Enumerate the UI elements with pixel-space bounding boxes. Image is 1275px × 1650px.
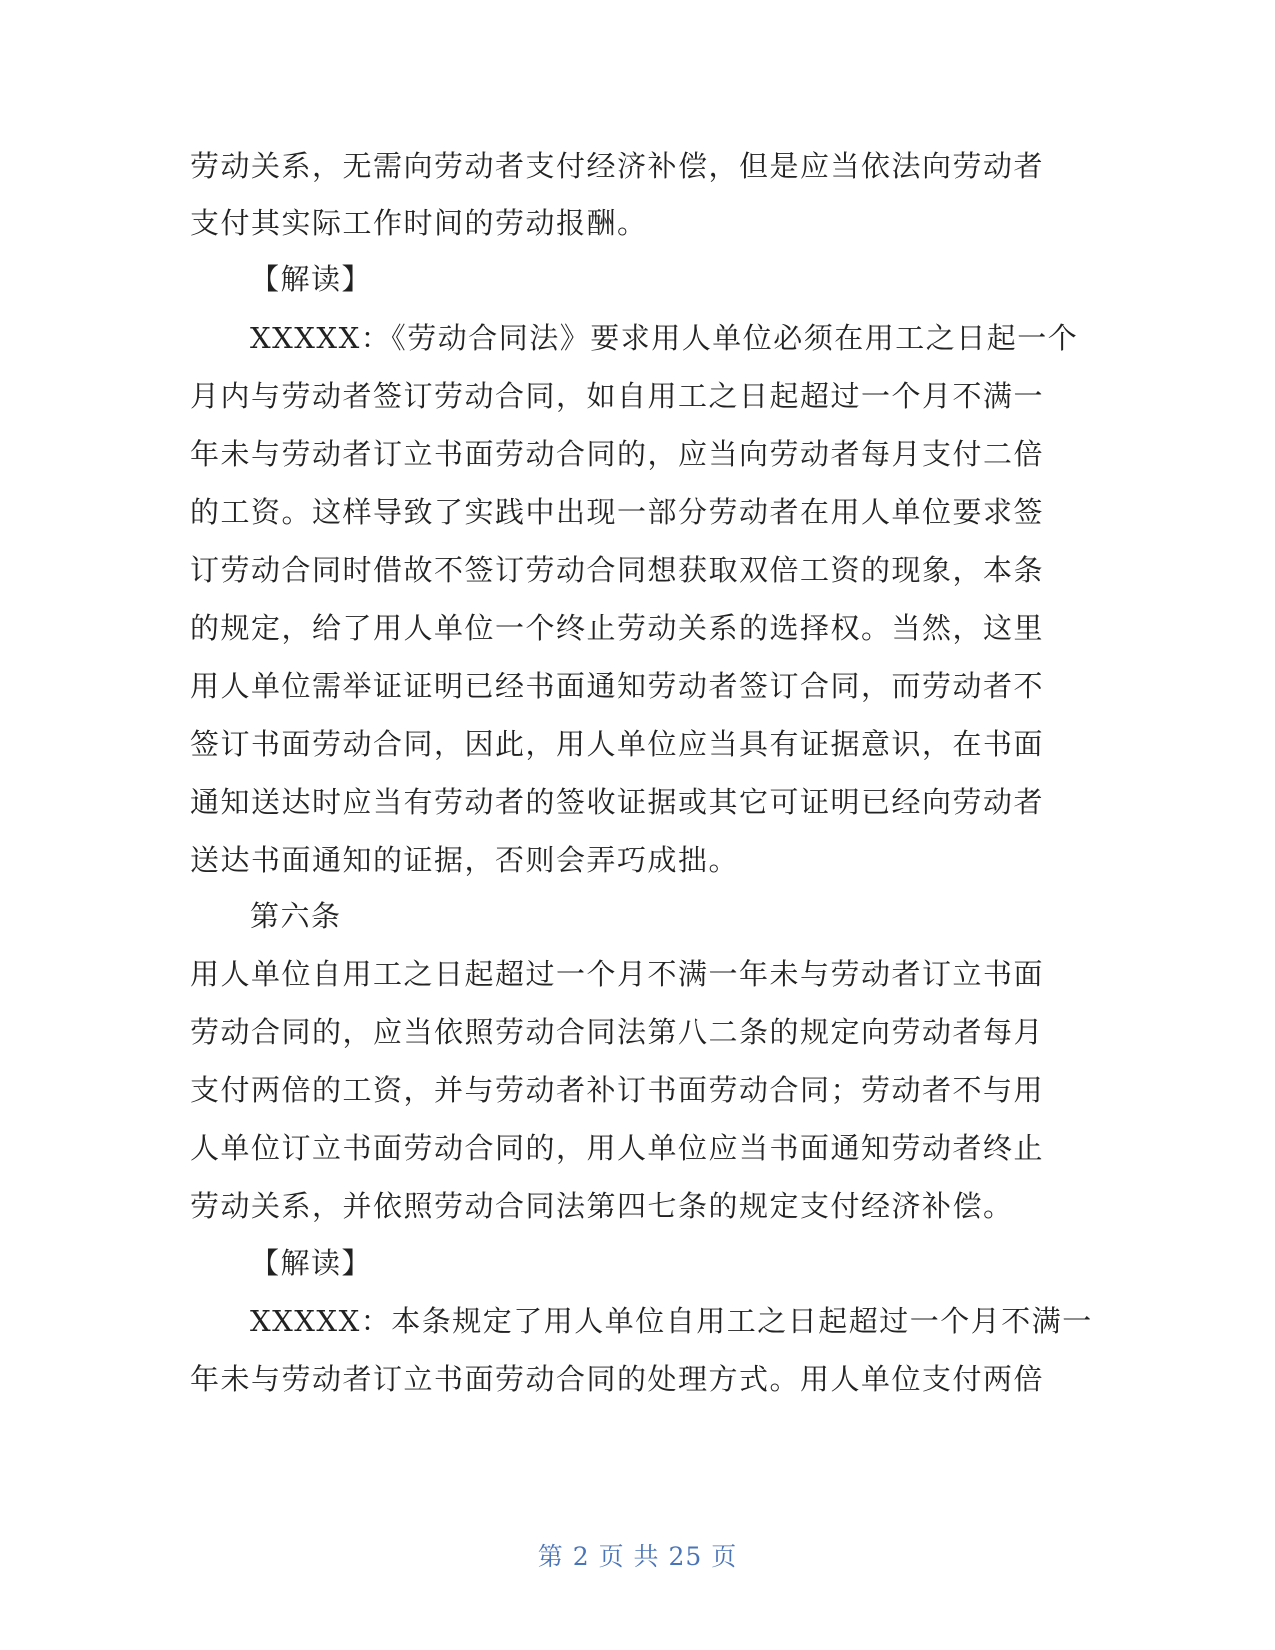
body-text-line: 的工资。这样导致了实践中出现一部分劳动者在用人单位要求签 <box>190 495 1045 529</box>
body-text-line: 用人单位自用工之日起超过一个月不满一年未与劳动者订立书面 <box>190 957 1045 991</box>
body-text-line: XXXXX：《劳动合同法》要求用人单位必须在用工之日起一个 <box>250 321 1079 355</box>
section-heading-interpretation: 【解读】 <box>250 1246 373 1280</box>
body-text-line: 年未与劳动者订立书面劳动合同的，应当向劳动者每月支付二倍 <box>190 437 1045 471</box>
body-text-line: 人单位订立书面劳动合同的，用人单位应当书面通知劳动者终止 <box>190 1131 1045 1165</box>
body-text-line: XXXXX：本条规定了用人单位自用工之日起超过一个月不满一 <box>250 1304 1093 1338</box>
body-text-line: 劳动关系，无需向劳动者支付经济补偿，但是应当依法向劳动者 <box>190 149 1045 183</box>
article-heading: 第六条 <box>250 899 342 933</box>
body-text-line: 劳动关系，并依照劳动合同法第四七条的规定支付经济补偿。 <box>190 1189 1014 1223</box>
page-number-footer: 第 2 页 共 25 页 <box>537 1542 738 1571</box>
body-text-line: 的规定，给了用人单位一个终止劳动关系的选择权。当然，这里 <box>190 611 1045 645</box>
body-text-line: 送达书面通知的证据，否则会弄巧成拙。 <box>190 843 740 877</box>
body-text-line: 通知送达时应当有劳动者的签收证据或其它可证明已经向劳动者 <box>190 785 1045 819</box>
body-text-line: 支付两倍的工资，并与劳动者补订书面劳动合同；劳动者不与用 <box>190 1073 1045 1107</box>
body-text-line: 签订书面劳动合同，因此，用人单位应当具有证据意识，在书面 <box>190 727 1045 761</box>
body-text-line: 支付其实际工作时间的劳动报酬。 <box>190 206 648 240</box>
body-text-line: 月内与劳动者签订劳动合同，如自用工之日起超过一个月不满一 <box>190 379 1045 413</box>
body-text-line: 劳动合同的，应当依照劳动合同法第八二条的规定向劳动者每月 <box>190 1015 1045 1049</box>
body-text-line: 年未与劳动者订立书面劳动合同的处理方式。用人单位支付两倍 <box>190 1362 1045 1396</box>
body-text-line: 订劳动合同时借故不签订劳动合同想获取双倍工资的现象，本条 <box>190 553 1045 587</box>
body-text-line: 用人单位需举证证明已经书面通知劳动者签订合同，而劳动者不 <box>190 669 1045 703</box>
section-heading-interpretation: 【解读】 <box>250 262 373 296</box>
